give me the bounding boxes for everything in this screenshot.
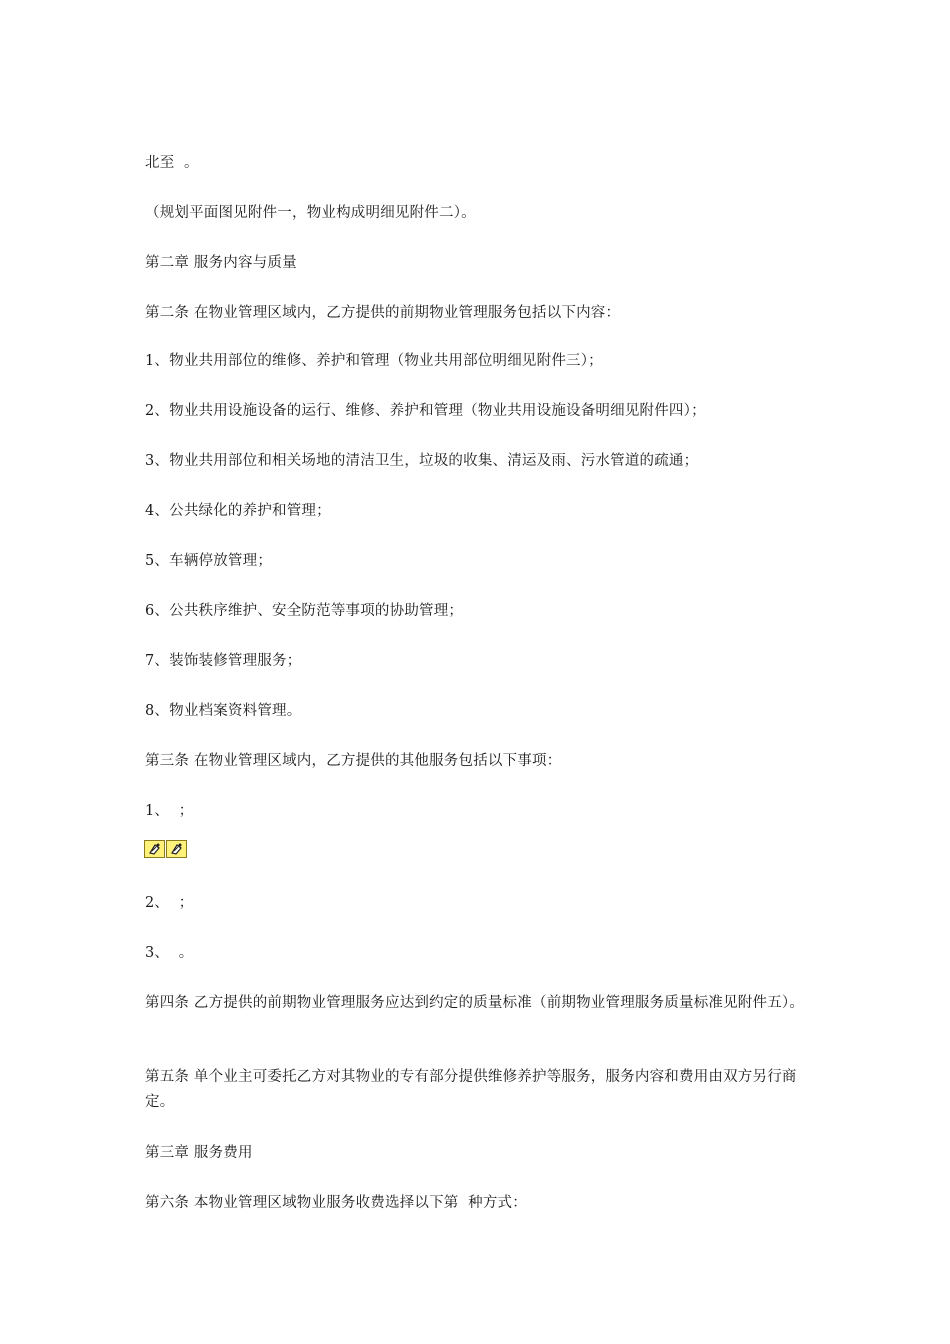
article-2: 第二条 在物业管理区域内，乙方提供的前期物业管理服务包括以下内容： <box>145 305 621 321</box>
text-line-north-boundary: 北至 。 <box>145 155 199 171</box>
article-6: 第六条 本物业管理区域物业服务收费选择以下第 种方式： <box>145 1195 527 1211</box>
list-item-3: 3、物业共用部位和相关场地的清洁卫生，垃圾的收集、清运及雨、污水管道的疏通； <box>145 453 699 469</box>
other-service-item-1: 1、 ； <box>145 803 194 819</box>
list-item-5: 5、车辆停放管理； <box>145 553 273 569</box>
chapter-heading-3: 第三章 服务费用 <box>145 1145 253 1161</box>
list-item-1: 1、物业共用部位的维修、养护和管理（物业共用部位明细见附件三）； <box>145 353 603 369</box>
article-3: 第三条 在物业管理区域内，乙方提供的其他服务包括以下事项： <box>145 753 562 769</box>
list-item-8: 8、物业档案资料管理。 <box>145 703 302 719</box>
list-item-2: 2、物业共用设施设备的运行、维修、养护和管理（物业共用设施设备明细见附件四）； <box>145 403 706 419</box>
embedded-object-icon[interactable] <box>166 840 187 858</box>
other-service-item-3: 3、 。 <box>145 945 194 961</box>
list-item-4: 4、公共绿化的养护和管理； <box>145 503 331 519</box>
list-item-7: 7、装饰装修管理服务； <box>145 653 302 669</box>
article-5: 第五条 单个业主可委托乙方对其物业的专有部分提供维修养护等服务，服务内容和费用由双方另行商定。 <box>145 1069 797 1110</box>
list-item-6: 6、公共秩序维护、安全防范等事项的协助管理； <box>145 603 464 619</box>
text-line-attachment-note: （规划平面图见附件一，物业构成明细见附件二）。 <box>145 205 476 221</box>
embedded-object-icon[interactable] <box>144 840 165 858</box>
article-4: 第四条 乙方提供的前期物业管理服务应达到约定的质量标准（前期物业管理服务质量标准见附件五）。 <box>145 995 805 1011</box>
chapter-heading-2: 第二章 服务内容与质量 <box>145 255 297 271</box>
embedded-objects[interactable] <box>144 840 187 858</box>
other-service-item-2: 2、 ； <box>145 895 194 911</box>
